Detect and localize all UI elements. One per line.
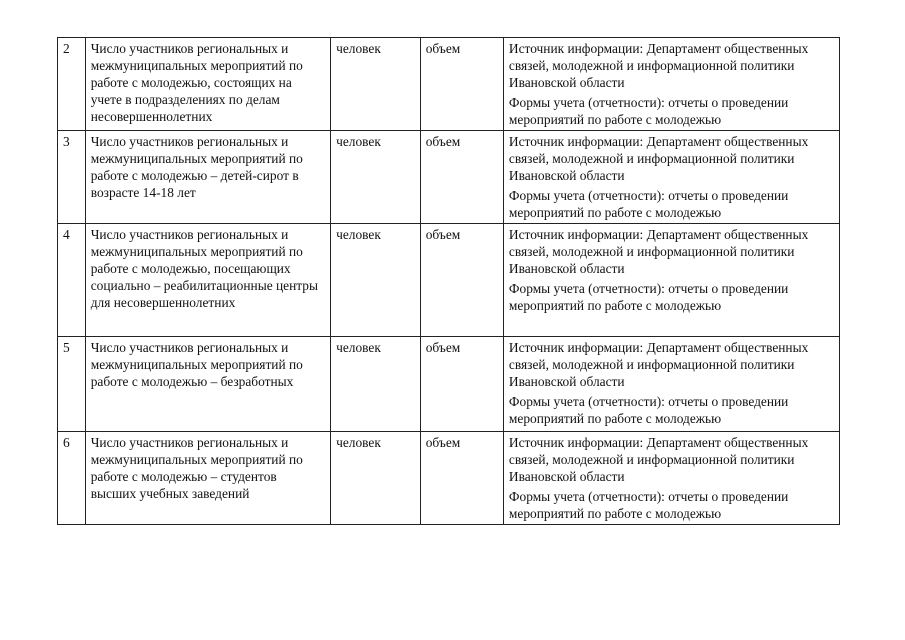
source-cell	[503, 38, 839, 131]
source-cell	[503, 337, 839, 432]
info-source: Источник информации: Департамент общественных связей, молодежной и информационной политики Ивановской области	[508, 227, 809, 276]
reporting-form: Формы учета (отчетности): отчеты о проведении мероприятий по работе с молодежью	[508, 394, 789, 426]
indicator-name: Число участников региональных и межмуниципальных мероприятий по работе с молодежью, посещающих социально – реабилитационные центры для несовершеннолетних	[85, 224, 330, 337]
table-row	[58, 38, 840, 131]
unit-cell: человек	[331, 38, 421, 131]
table-row	[58, 224, 840, 337]
table-row	[58, 337, 840, 432]
info-source: Источник информации: Департамент общественных связей, молодежной и информационной политики Ивановской области	[508, 134, 809, 183]
unit-cell: человек	[331, 432, 421, 525]
row-number: 4	[58, 224, 86, 337]
reporting-form: Формы учета (отчетности): отчеты о проведении мероприятий по работе с молодежью	[508, 489, 789, 521]
indicator-name: Число участников региональных и межмуниципальных мероприятий по работе с молодежью – детей-сирот в возрасте 14-18 лет	[85, 131, 330, 224]
source-cell	[503, 432, 839, 525]
unit-cell: человек	[331, 131, 421, 224]
source-cell	[503, 224, 839, 337]
indicator-name: Число участников региональных и межмуниципальных мероприятий по работе с молодежью – студентов высших учебных заведений	[85, 432, 330, 525]
unit-cell: человек	[331, 337, 421, 432]
table-row	[58, 432, 840, 525]
info-source: Источник информации: Департамент общественных связей, молодежной и информационной политики Ивановской области	[508, 41, 809, 90]
source-cell	[503, 131, 839, 224]
indicator-type: объем	[420, 337, 503, 432]
reporting-form: Формы учета (отчетности): отчеты о проведении мероприятий по работе с молодежью	[508, 281, 789, 313]
row-number: 5	[58, 337, 86, 432]
indicator-type: объем	[420, 224, 503, 337]
info-source: Источник информации: Департамент общественных связей, молодежной и информационной политики Ивановской области	[508, 340, 809, 389]
unit-cell: человек	[331, 224, 421, 337]
indicator-type: объем	[420, 432, 503, 525]
row-number: 6	[58, 432, 86, 525]
indicators-table	[57, 37, 840, 525]
info-source: Источник информации: Департамент общественных связей, молодежной и информационной политики Ивановской области	[508, 435, 809, 484]
reporting-form: Формы учета (отчетности): отчеты о проведении мероприятий по работе с молодежью	[508, 188, 789, 220]
indicator-name: Число участников региональных и межмуниципальных мероприятий по работе с молодежью, состоящих на учете в подразделениях по делам несовершеннолетних	[85, 38, 330, 131]
reporting-form: Формы учета (отчетности): отчеты о проведении мероприятий по работе с молодежью	[508, 95, 789, 127]
row-number: 3	[58, 131, 86, 224]
indicator-name: Число участников региональных и межмуниципальных мероприятий по работе с молодежью – безработных	[85, 337, 330, 432]
indicator-type: объем	[420, 131, 503, 224]
indicator-type: объем	[420, 38, 503, 131]
table-row	[58, 131, 840, 224]
row-number: 2	[58, 38, 86, 131]
